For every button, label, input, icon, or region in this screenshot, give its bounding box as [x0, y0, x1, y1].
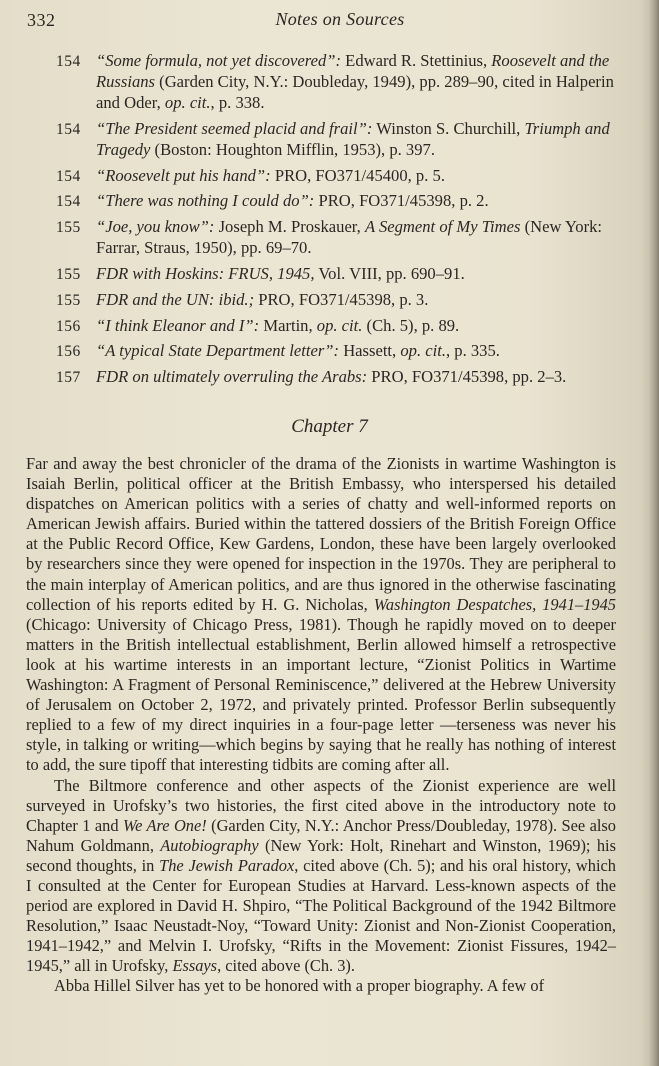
text-run: Vol. VIII, pp. 690–91. — [314, 263, 465, 283]
note-page-reference: 155 — [56, 219, 81, 237]
source-note — [56, 190, 624, 211]
source-note — [56, 50, 624, 113]
note-key-phrase: “I think Eleanor and I”: — [96, 315, 260, 335]
italic-title: op. cit. — [316, 315, 363, 335]
italic-title: Essays — [172, 956, 218, 976]
running-head: Notes on Sources — [275, 9, 405, 29]
italic-title: FRUS, 1945, — [228, 263, 315, 283]
text-run: (New York: Farrar, Straus, 1950), pp. 69–70. — [96, 217, 603, 258]
page-gutter-shadow — [649, 0, 659, 1066]
note-page-reference: 156 — [56, 317, 81, 335]
note-text — [96, 118, 624, 160]
note-key-phrase: “There was nothing I could do”: — [96, 191, 315, 211]
text-run: , p. 335. — [445, 341, 500, 361]
italic-title: Roosevelt and the Russians — [96, 51, 610, 91]
note-key-phrase: FDR on ultimately overruling the Arabs: — [96, 367, 368, 387]
text-run: PRO, FO371/45398, pp. 2–3. — [367, 367, 567, 387]
source-note — [56, 263, 624, 284]
text-run: PRO, FO371/45398, p. 2. — [314, 191, 489, 211]
italic-title: Triumph and Tragedy — [96, 118, 610, 159]
note-key-phrase: “A typical State Department letter”: — [96, 341, 340, 361]
italic-title: A Segment of My Times — [364, 217, 521, 237]
text-run: PRO, FO371/45400, p. 5. — [270, 165, 445, 185]
text-run: , cited above (Ch. 5); and his oral history, which I consulted at the Center for European Studies at Harvard. Less-known aspects of the period are explored in David H. Shpiro, “The Political Background of the 1942 Biltmore Resolution,” Isaac Neustadt-Noy, “Toward Unity: Zionist and Non-Zionist Cooperation, 1941–1942,” and Melvin I. Urofsky, “Rifts in the Movement: Zionist Fissures, 1942–1945,” all in Urofsky, — [26, 855, 616, 976]
italic-title: We Are One! — [122, 815, 207, 835]
text-run: (Garden City, N.Y.: Doubleday, 1949), pp. 289–90, cited in Halperin and Oder, — [96, 72, 614, 112]
note-page-reference: 157 — [56, 369, 81, 387]
text-run: Far and away the best chronicler of the drama of the Zionists in wartime Washington is Isaiah Berlin, political officer at the British Embassy, who interspersed his detailed dispatches on American politics with a series of chatty and well-informed reports on American Jewish affairs. Buried within the tattered dossiers of the British Foreign Office at the Public Record Office, Kew Gardens, London, these have been largely overlooked by researchers since they were opened for inspection in the 1970s. They are peripheral to the main interplay of American politics, and are thus ignored in the otherwise fascinating collection of his reports edited by H. G. Nicholas, — [26, 454, 616, 614]
italic-title: Washington Despatches, 1941–1945 — [373, 594, 616, 614]
source-note — [56, 315, 624, 336]
notes-list — [56, 50, 624, 392]
body-paragraph — [26, 776, 616, 977]
page-number: 332 — [27, 10, 56, 30]
note-text — [96, 315, 624, 336]
italic-title: ibid.; — [218, 289, 255, 309]
body-paragraph — [26, 976, 616, 996]
body-paragraph — [26, 454, 616, 776]
note-page-reference: 155 — [56, 291, 81, 309]
note-text — [96, 366, 624, 387]
note-text — [96, 50, 624, 113]
note-page-reference: 155 — [56, 265, 81, 283]
source-note — [56, 216, 624, 258]
note-text — [96, 165, 624, 186]
text-run: Edward R. Stettinius, — [341, 51, 492, 70]
source-note — [56, 366, 624, 387]
note-page-reference: 154 — [56, 120, 81, 138]
note-key-phrase: FDR with Hoskins: — [96, 263, 225, 283]
text-run: (New York: Holt, Rinehart and Winston, 1969); his second thoughts, in — [26, 835, 616, 875]
text-run: Joseph M. Proskauer, — [214, 217, 365, 237]
italic-title: op. cit. — [400, 341, 446, 361]
source-note — [56, 340, 624, 361]
text-run: Martin, — [259, 315, 317, 335]
text-run: Hassett, — [339, 341, 401, 361]
chapter-body — [26, 454, 616, 997]
note-key-phrase: FDR and the UN: — [96, 289, 215, 309]
note-page-reference: 154 — [56, 193, 81, 211]
text-run: The Biltmore conference and other aspects of the Zionist experience are well surveyed in Urofsky’s two histories, the first cited above in the introductory note to Chapter 1 and — [26, 775, 616, 835]
text-run: , cited above (Ch. 3). — [217, 956, 355, 976]
note-text — [96, 263, 624, 284]
source-note — [56, 118, 624, 160]
note-text — [96, 190, 624, 211]
source-note — [56, 165, 624, 186]
text-run: (Chicago: University of Chicago Press, 1981). Though he rapidly moved on to deeper matters in the British intellectual establishment, Berlin allowed himself a retrospective look at his wartime interests in an important lecture, “Zionist Politics in Wartime Washington: A Fragment of Personal Reminiscence,” delivered at the Hebrew University of Jerusalem on October 2, 1972, and privately printed. Professor Berlin subsequently replied to a few of my direct inquiries in a four-page letter —terseness was never his style, in talking or writing—which begins by saying that he really has nothing of interest to add, the sure tipoff that interesting tidbits are coming after all. — [26, 614, 616, 775]
source-note — [56, 289, 624, 310]
italic-title: op. cit. — [164, 93, 211, 112]
note-key-phrase: “Some formula, not yet discovered”: — [96, 51, 342, 70]
note-text — [96, 289, 624, 310]
note-page-reference: 154 — [56, 167, 81, 185]
chapter-title: Chapter 7 — [291, 416, 368, 437]
text-run: , p. 338. — [210, 93, 265, 112]
note-key-phrase: “The President seemed placid and frail”: — [96, 118, 373, 138]
italic-title: The Jewish Paradox — [159, 855, 295, 875]
text-run: (Boston: Houghton Mifflin, 1953), p. 397. — [150, 139, 435, 159]
italic-title: Autobiography — [160, 835, 259, 855]
note-page-reference: 154 — [56, 53, 81, 70]
note-key-phrase: “Joe, you know”: — [96, 217, 215, 237]
note-text — [96, 340, 624, 361]
note-page-reference: 156 — [56, 343, 81, 361]
note-text — [96, 216, 624, 258]
text-run: Winston S. Churchill, — [372, 118, 525, 138]
text-run: Abba Hillel Silver has yet to be honored with a proper biography. A few of — [54, 976, 545, 996]
text-run: PRO, FO371/45398, p. 3. — [254, 289, 429, 309]
text-run: (Ch. 5), p. 89. — [362, 315, 460, 335]
text-run: (Garden City, N.Y.: Anchor Press/Doubleday, 1978). See also Nahum Goldmann, — [26, 815, 616, 855]
note-key-phrase: “Roosevelt put his hand”: — [96, 165, 271, 185]
